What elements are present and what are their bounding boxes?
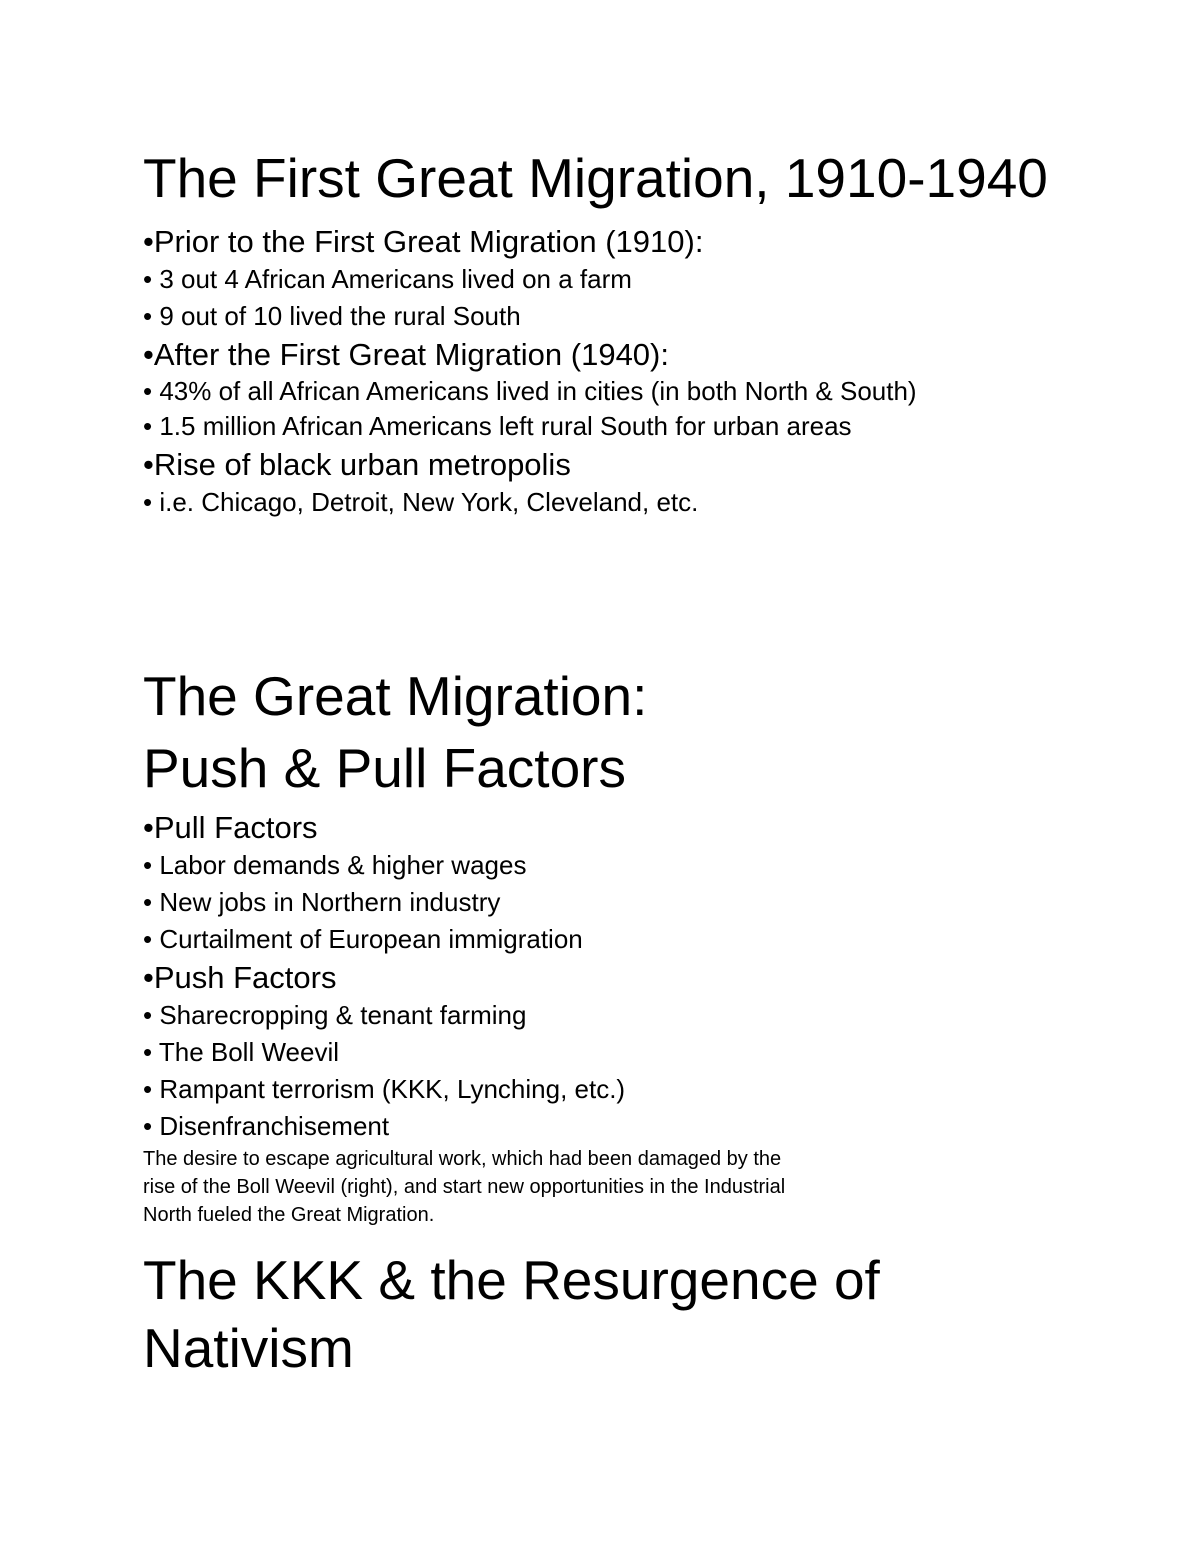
section-first-great-migration bbox=[143, 144, 1143, 521]
bullet-level-1: •Prior to the First Great Migration (1910): bbox=[143, 224, 704, 259]
bullet-level-2: • 3 out 4 African Americans lived on a farm bbox=[143, 264, 632, 294]
bullet-level-2: • i.e. Chicago, Detroit, New York, Cleveland, etc. bbox=[143, 487, 699, 517]
section-heading: The First Great Migration, 1910-1940 bbox=[143, 147, 1048, 209]
image-caption: The desire to escape agricultural work, which had been damaged by the rise of the Boll Weevil (right), and start new opportunities in the Industrial North fueled the Great Migration. bbox=[143, 1148, 786, 1226]
bullet-level-2: • 43% of all African Americans lived in cities (in both North & South) bbox=[143, 376, 917, 406]
bullet-level-2: • 1.5 million African Americans left rural South for urban areas bbox=[143, 411, 852, 441]
bullet-level-1: •Push Factors bbox=[143, 960, 337, 995]
section-heading: The KKK & the Resurgence of Nativism bbox=[143, 1249, 880, 1379]
bullet-level-1: •Rise of black urban metropolis bbox=[143, 447, 571, 482]
bullet-level-2: • Disenfranchisement bbox=[143, 1111, 390, 1141]
section-kkk-nativism bbox=[143, 1246, 1143, 1382]
bullet-level-2: • Curtailment of European immigration bbox=[143, 924, 583, 954]
bullet-level-2: • Labor demands & higher wages bbox=[143, 850, 527, 880]
section-heading-line-1: The Great Migration: bbox=[143, 665, 648, 727]
bullet-level-2: • New jobs in Northern industry bbox=[143, 887, 501, 917]
section-push-pull-factors bbox=[143, 660, 1143, 1229]
bullet-level-2: • Sharecropping & tenant farming bbox=[143, 1000, 527, 1030]
bullet-level-2: • The Boll Weevil bbox=[143, 1037, 340, 1067]
bullet-level-1: •Pull Factors bbox=[143, 810, 318, 845]
section-heading bbox=[143, 660, 1143, 804]
bullet-level-1: •After the First Great Migration (1940): bbox=[143, 337, 669, 372]
bullet-level-2: • 9 out of 10 lived the rural South bbox=[143, 301, 521, 331]
bullet-level-2: • Rampant terrorism (KKK, Lynching, etc.) bbox=[143, 1074, 626, 1104]
section-heading-line-2: Push & Pull Factors bbox=[143, 737, 626, 799]
